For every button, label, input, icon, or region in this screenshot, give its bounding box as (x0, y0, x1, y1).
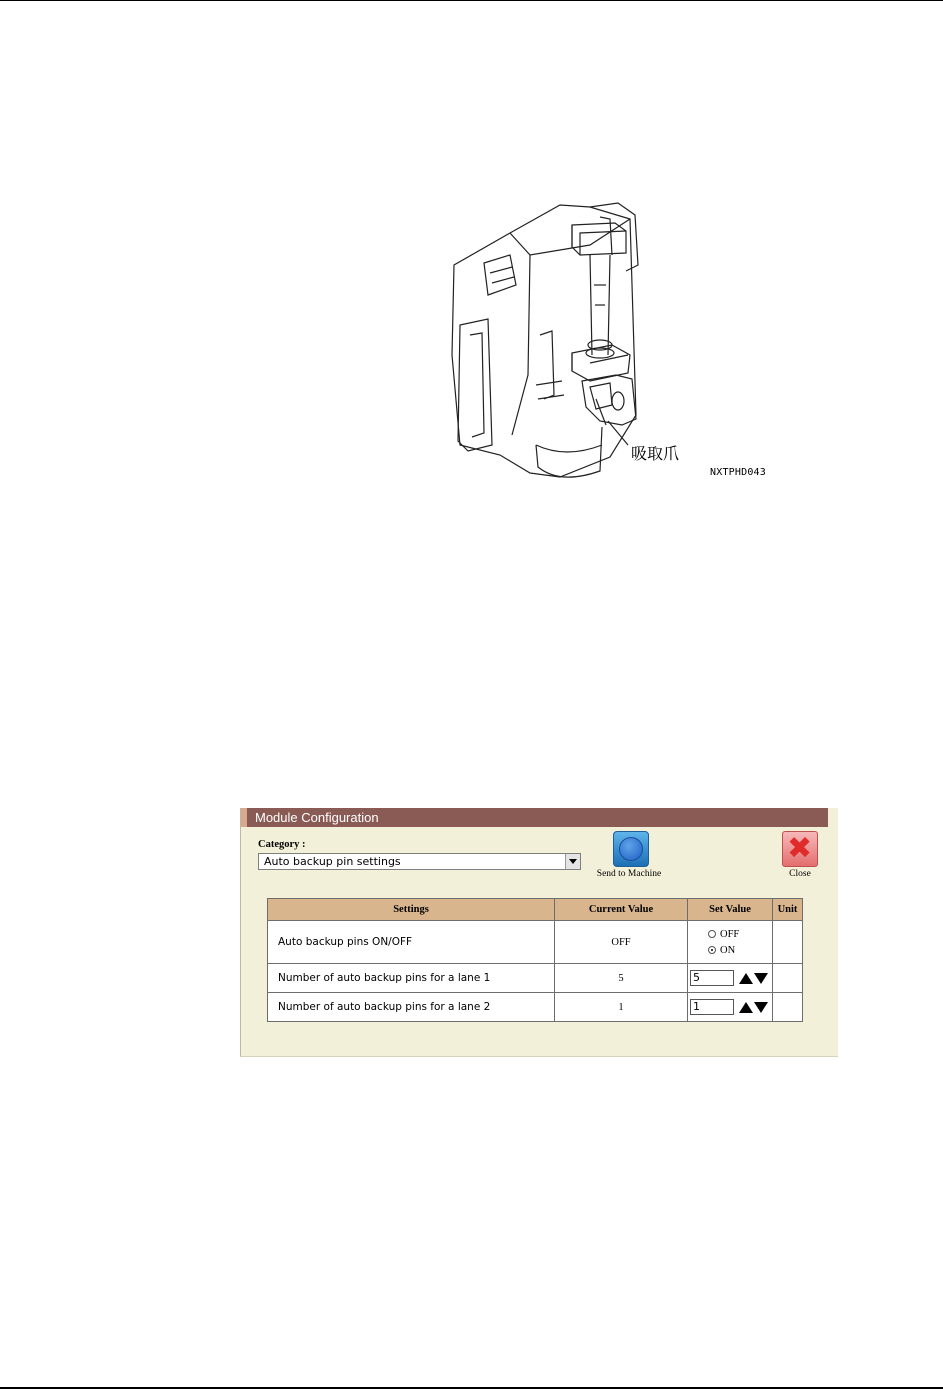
unit-cell (773, 993, 803, 1022)
current-value: OFF (555, 921, 688, 964)
radio-off[interactable] (708, 930, 716, 938)
set-value-cell (688, 964, 773, 993)
setting-name: Auto backup pins ON/OFF (268, 921, 555, 964)
title-bar-accent (241, 808, 247, 827)
lane1-stepper (688, 970, 772, 986)
increment-icon[interactable] (739, 973, 753, 984)
set-value-cell (688, 921, 773, 964)
table-row (268, 964, 803, 993)
decrement-icon[interactable] (754, 1002, 768, 1013)
send-to-machine-button[interactable] (613, 831, 649, 867)
radio-on[interactable] (708, 946, 716, 954)
nozzle-head-drawing (440, 195, 780, 485)
top-rule (0, 0, 943, 1)
header-settings: Settings (268, 899, 555, 921)
send-to-machine-label: Send to Machine (596, 869, 662, 879)
table-row (268, 921, 803, 964)
header-unit: Unit (773, 899, 803, 921)
radio-off-option[interactable] (688, 926, 772, 942)
category-selected-value: Auto backup pin settings (264, 855, 401, 868)
send-circle-icon (619, 837, 643, 861)
radio-on-label: ON (720, 944, 736, 956)
window-title-bar (241, 808, 828, 827)
header-set-value: Set Value (688, 899, 773, 921)
bottom-rule (0, 1387, 943, 1389)
setting-name: Number of auto backup pins for a lane 2 (268, 993, 555, 1022)
category-select[interactable] (258, 853, 581, 870)
nozzle-head-illustration (440, 195, 780, 485)
module-configuration-window (240, 808, 838, 1057)
set-value-cell (688, 993, 773, 1022)
suction-claw-callout: 吸取爪 (631, 444, 680, 463)
chevron-down-icon[interactable] (565, 854, 580, 869)
close-icon: ✖ (787, 831, 813, 866)
radio-off-label: OFF (720, 928, 740, 940)
increment-icon[interactable] (739, 1002, 753, 1013)
close-button[interactable] (782, 831, 818, 867)
table-header-row (268, 899, 803, 921)
figure-code: NXTPHD043 (710, 467, 766, 478)
lane2-stepper (688, 999, 772, 1015)
current-value: 5 (555, 964, 688, 993)
setting-name: Number of auto backup pins for a lane 1 (268, 964, 555, 993)
radio-on-option[interactable] (688, 942, 772, 958)
table-row (268, 993, 803, 1022)
close-label: Close (789, 869, 811, 879)
unit-cell (773, 921, 803, 964)
current-value: 1 (555, 993, 688, 1022)
settings-table (267, 898, 803, 1022)
lane2-value-input[interactable]: 1 (690, 999, 734, 1015)
decrement-icon[interactable] (754, 973, 768, 984)
header-current-value: Current Value (555, 899, 688, 921)
category-label: Category : (258, 839, 306, 850)
unit-cell (773, 964, 803, 993)
window-title: Module Configuration (255, 810, 379, 825)
lane1-value-input[interactable]: 5 (690, 970, 734, 986)
